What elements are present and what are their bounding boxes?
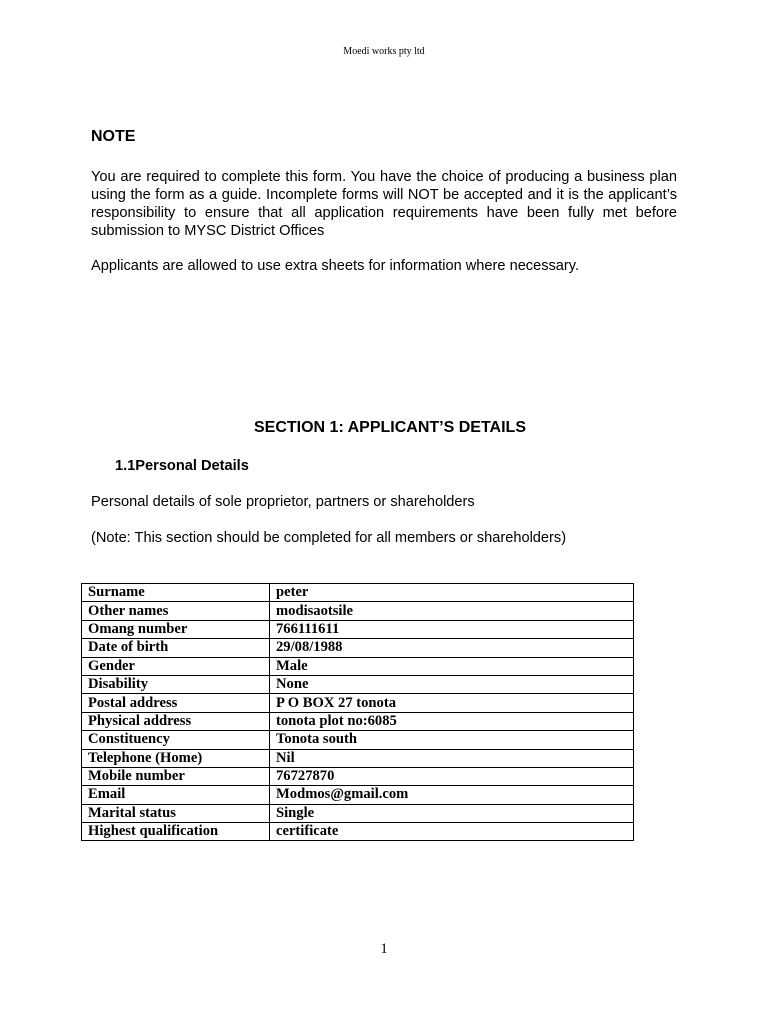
field-value: tonota plot no:6085 bbox=[270, 712, 634, 730]
field-label: Date of birth bbox=[82, 639, 270, 657]
field-label: Gender bbox=[82, 657, 270, 675]
note-paragraph-requirements: You are required to complete this form. You have the choice of producing a business plan using the form as a guide. Incomplete forms will NOT be accepted and it is the applicant’s responsibility to ensure that all application requirements have been fully met before submission to MYSC District Offices bbox=[91, 169, 677, 239]
table-row bbox=[82, 731, 634, 749]
section-intro: Personal details of sole proprietor, partners or shareholders bbox=[91, 494, 475, 510]
field-value: certificate bbox=[270, 823, 634, 841]
field-value: Nil bbox=[270, 749, 634, 767]
table-row bbox=[82, 602, 634, 620]
field-label: Other names bbox=[82, 602, 270, 620]
table-row bbox=[82, 694, 634, 712]
field-value: Male bbox=[270, 657, 634, 675]
field-value: Single bbox=[270, 804, 634, 822]
field-value: None bbox=[270, 675, 634, 693]
section-note: (Note: This section should be completed for all members or shareholders) bbox=[91, 530, 567, 546]
table-row bbox=[82, 786, 634, 804]
field-label: Surname bbox=[82, 584, 270, 602]
table-row bbox=[82, 675, 634, 693]
field-value: 29/08/1988 bbox=[270, 639, 634, 657]
field-value: peter bbox=[270, 584, 634, 602]
field-label: Disability bbox=[82, 675, 270, 693]
field-label: Mobile number bbox=[82, 767, 270, 785]
table-row bbox=[82, 804, 634, 822]
field-value: 766111611 bbox=[270, 620, 634, 638]
field-label: Highest qualification bbox=[82, 823, 270, 841]
table-row bbox=[82, 584, 634, 602]
page-header: Moedi works pty ltd bbox=[343, 46, 425, 57]
field-label: Telephone (Home) bbox=[82, 749, 270, 767]
field-label: Postal address bbox=[82, 694, 270, 712]
note-heading: NOTE bbox=[91, 128, 136, 145]
note-paragraph-extra-sheets: Applicants are allowed to use extra sheets for information where necessary. bbox=[91, 258, 580, 274]
field-value: 76727870 bbox=[270, 767, 634, 785]
field-label: Constituency bbox=[82, 731, 270, 749]
page-number: 1 bbox=[380, 941, 388, 957]
field-value: Tonota south bbox=[270, 731, 634, 749]
table-row bbox=[82, 823, 634, 841]
table-row bbox=[82, 657, 634, 675]
table-row bbox=[82, 767, 634, 785]
table-row bbox=[82, 749, 634, 767]
section-title: SECTION 1: APPLICANT’S DETAILS bbox=[253, 419, 526, 436]
field-label: Marital status bbox=[82, 804, 270, 822]
subsection-title: 1.1Personal Details bbox=[115, 458, 249, 474]
personal-details-table-body bbox=[82, 584, 634, 841]
table-row bbox=[82, 712, 634, 730]
field-label: Omang number bbox=[82, 620, 270, 638]
field-value: P O BOX 27 tonota bbox=[270, 694, 634, 712]
table-row bbox=[82, 620, 634, 638]
table-row bbox=[82, 639, 634, 657]
field-label: Email bbox=[82, 786, 270, 804]
personal-details-table bbox=[81, 583, 634, 841]
field-label: Physical address bbox=[82, 712, 270, 730]
field-value: Modmos@gmail.com bbox=[270, 786, 634, 804]
field-value: modisaotsile bbox=[270, 602, 634, 620]
